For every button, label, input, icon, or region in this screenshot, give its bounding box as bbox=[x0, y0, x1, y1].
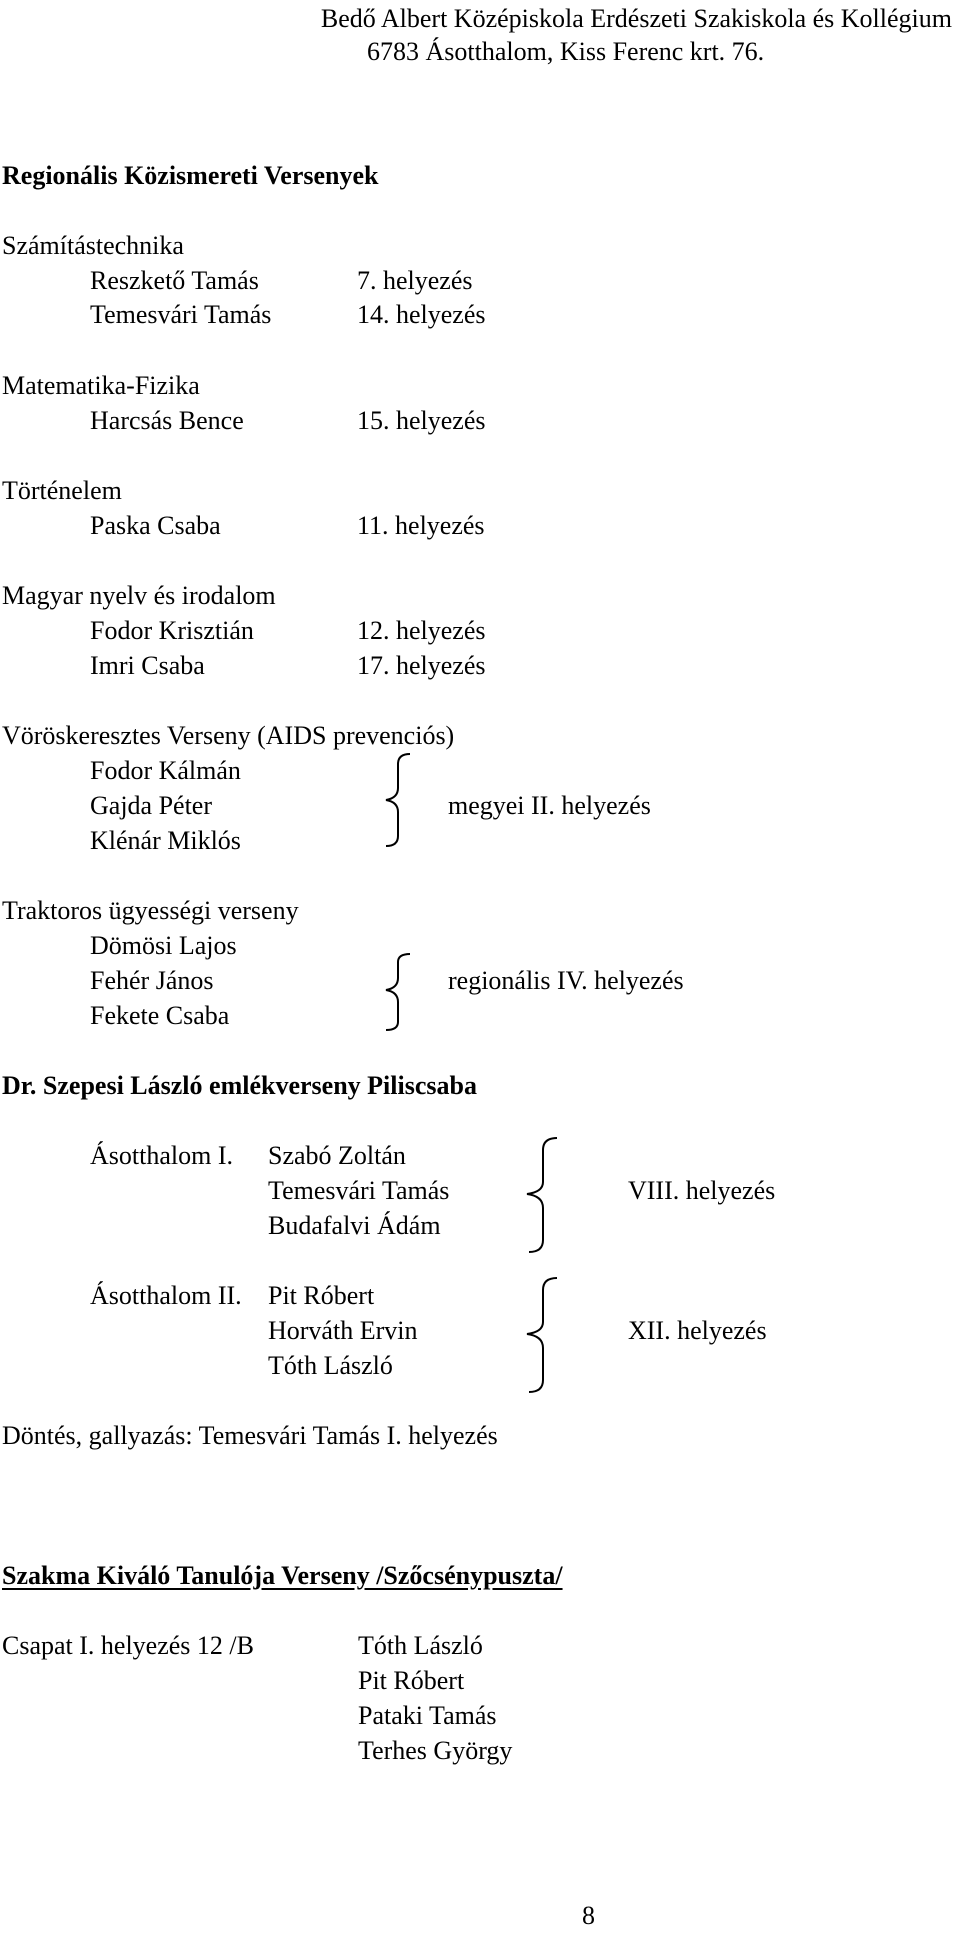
section-title-szakma: Szakma Kiváló Tanulója Verseny /Szőcsénypuszta/ bbox=[2, 1561, 563, 1590]
team-label: Ásotthalom II. bbox=[90, 1281, 242, 1310]
team-member: Szabó Zoltán bbox=[268, 1141, 406, 1170]
team-result: megyei II. helyezés bbox=[448, 791, 651, 820]
team-member: Tóth László bbox=[358, 1631, 483, 1660]
subject-history: Történelem bbox=[2, 476, 122, 505]
team-result: XII. helyezés bbox=[628, 1316, 767, 1345]
team-member: Tóth László bbox=[268, 1351, 393, 1380]
student-name: Fodor Krisztián bbox=[90, 616, 254, 645]
student-name: Paska Csaba bbox=[90, 511, 221, 540]
team-member: Klénár Miklós bbox=[90, 826, 241, 855]
team-member: Budafalvi Ádám bbox=[268, 1211, 441, 1240]
placement: 15. helyezés bbox=[357, 406, 486, 435]
placement: 7. helyezés bbox=[357, 266, 473, 295]
team-member: Terhes György bbox=[358, 1736, 513, 1765]
subject-hungarian: Magyar nyelv és irodalom bbox=[2, 581, 276, 610]
student-name: Harcsás Bence bbox=[90, 406, 244, 435]
team-member: Pit Róbert bbox=[268, 1281, 375, 1310]
brace-icon bbox=[515, 1276, 565, 1394]
student-name: Temesvári Tamás bbox=[90, 300, 272, 329]
team-member: Horváth Ervin bbox=[268, 1316, 418, 1345]
team-label: Ásotthalom I. bbox=[90, 1141, 233, 1170]
subject-math: Matematika-Fizika bbox=[2, 371, 200, 400]
team-result: VIII. helyezés bbox=[628, 1176, 776, 1205]
section-title-tractor: Traktoros ügyességi verseny bbox=[2, 896, 299, 925]
team-member: Temesvári Tamás bbox=[268, 1176, 450, 1205]
placement: 11. helyezés bbox=[357, 511, 485, 540]
header-line-2: 6783 Ásotthalom, Kiss Ferenc krt. 76. bbox=[367, 37, 765, 66]
page-number: 8 bbox=[582, 1901, 595, 1930]
team-member: Pit Róbert bbox=[358, 1666, 465, 1695]
brace-icon bbox=[378, 952, 418, 1032]
placement: 17. helyezés bbox=[357, 651, 486, 680]
header-line-1: Bedő Albert Középiskola Erdészeti Szakiskola és Kollégium bbox=[320, 4, 952, 33]
team-result: Csapat I. helyezés 12 /B bbox=[2, 1631, 254, 1660]
team-member: Gajda Péter bbox=[90, 791, 213, 820]
team-member: Fodor Kálmán bbox=[90, 756, 241, 785]
team-member: Pataki Tamás bbox=[358, 1701, 497, 1730]
subject-it: Számítástechnika bbox=[2, 231, 184, 260]
section-title-szepesi: Dr. Szepesi László emlékverseny Piliscsaba bbox=[2, 1071, 477, 1100]
section-title-redcross: Vöröskeresztes Verseny (AIDS prevenciós) bbox=[2, 721, 455, 750]
felling-result: Döntés, gallyazás: Temesvári Tamás I. helyezés bbox=[2, 1421, 498, 1450]
brace-icon bbox=[378, 752, 418, 848]
placement: 12. helyezés bbox=[357, 616, 486, 645]
brace-icon bbox=[515, 1136, 565, 1254]
team-member: Fehér János bbox=[90, 966, 214, 995]
section-title-regional: Regionális Közismereti Versenyek bbox=[2, 161, 379, 190]
student-name: Reszkető Tamás bbox=[90, 266, 259, 295]
student-name: Imri Csaba bbox=[90, 651, 205, 680]
team-result: regionális IV. helyezés bbox=[448, 966, 684, 995]
team-member: Dömösi Lajos bbox=[90, 931, 237, 960]
team-member: Fekete Csaba bbox=[90, 1001, 230, 1030]
placement: 14. helyezés bbox=[357, 300, 486, 329]
